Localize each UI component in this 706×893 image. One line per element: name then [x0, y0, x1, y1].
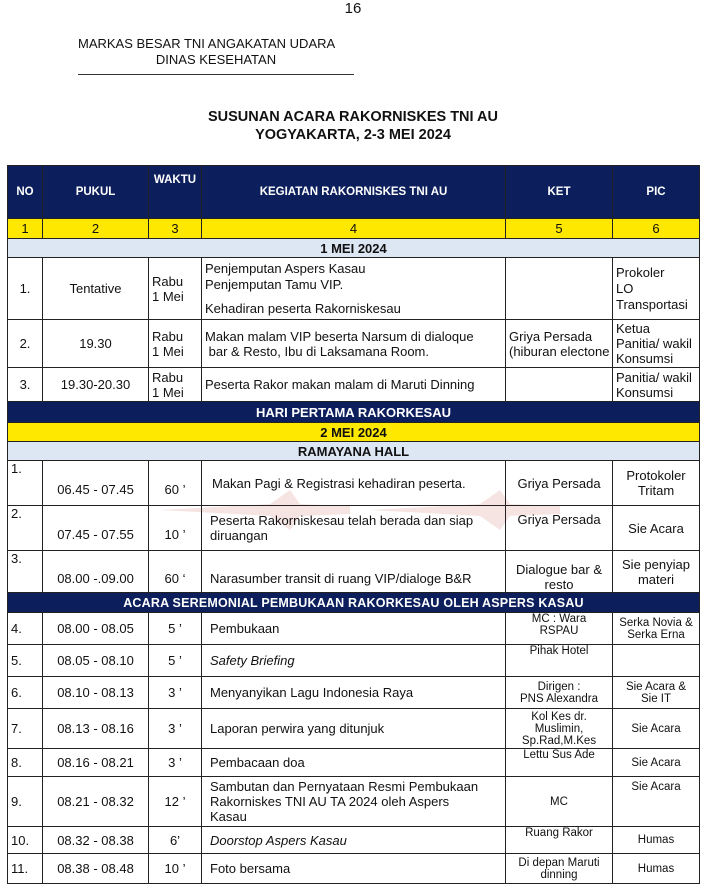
kegiatan-line: Penjemputan Tamu VIP.: [205, 276, 344, 292]
column-number-row: [8, 219, 700, 239]
table-row: [8, 551, 700, 593]
row-pukul: 08.13 - 08.16: [43, 709, 149, 749]
ket-line: Dialogue bar &: [516, 562, 602, 577]
row-pic: [613, 613, 700, 645]
row-pic: [613, 461, 700, 506]
column-number: 5: [506, 219, 613, 239]
row-ket: [506, 613, 613, 645]
pic-line: materi: [637, 571, 675, 587]
pic-line: Transportasi: [616, 296, 688, 312]
table-row: [8, 749, 700, 777]
ket-line: Griya Persada: [509, 328, 593, 344]
row-ket: Griya Persada: [506, 506, 613, 551]
row-pic: Humas: [613, 854, 700, 884]
row-kegiatan: Makan Pagi & Registrasi kehadiran peserta.: [202, 461, 506, 506]
column-header-kegiatan: KEGIATAN RAKORNISKES TNI AU: [202, 166, 506, 219]
row-kegiatan: [202, 827, 506, 854]
row-waktu: 10 ’: [149, 854, 202, 884]
column-number: 4: [202, 219, 506, 239]
row-waktu: 3 ’: [149, 709, 202, 749]
pic-line: Ketua: [616, 321, 650, 336]
kegiatan-line: Rakorniskes TNI AU TA 2024 oleh Aspers: [210, 794, 450, 809]
row-pukul: 19.30: [43, 320, 149, 368]
row-no: 1.: [8, 461, 43, 506]
row-pic: [613, 368, 700, 402]
row-kegiatan: Foto bersama: [202, 854, 506, 884]
table-row: [8, 368, 700, 402]
section-ramayana-hall: RAMAYANA HALL: [8, 442, 700, 461]
pic-line: Protokoler: [626, 468, 686, 483]
row-kegiatan: [202, 777, 506, 827]
row-pukul: Tentative: [43, 258, 149, 320]
row-pukul: 08.00 - 08.05: [43, 613, 149, 645]
row-kegiatan: Safety Briefing: [202, 645, 506, 677]
waktu-day: Rabu: [152, 369, 184, 385]
pic-line: LO: [616, 280, 634, 296]
column-header-pic: PIC: [613, 166, 700, 219]
row-ket: MC: [506, 777, 613, 827]
table-header-row: [8, 166, 700, 219]
kegiatan-line: Penjemputan Aspers Kasau: [205, 260, 366, 276]
org-name-line1: MARKAS BESAR TNI ANGAKATAN UDARA: [78, 36, 336, 51]
row-pic: [613, 551, 700, 593]
section-date-2-mei: 2 MEI 2024: [8, 423, 700, 442]
column-number: 3: [149, 219, 202, 239]
waktu-day: Rabu: [152, 328, 184, 344]
row-pukul: 08.00 -.09.00: [43, 551, 149, 593]
table-row: [8, 258, 700, 320]
pic-line: Tritam: [637, 483, 675, 498]
pic-line: Sie Acara &: [625, 680, 687, 693]
row-kegiatan: [202, 506, 506, 551]
pic-line: Konsumsi: [616, 351, 674, 366]
column-header-no: NO: [8, 166, 43, 219]
table-row: [8, 613, 700, 645]
row-pukul: 08.10 - 08.13: [43, 677, 149, 709]
row-waktu: 60 ’: [149, 461, 202, 506]
pic-line: Serka Erna: [627, 628, 685, 641]
column-header-waktu: WAKTU: [149, 166, 202, 219]
row-kegiatan: Laporan perwira yang ditunjuk: [202, 709, 506, 749]
ket-line: Kol Kes dr.: [531, 710, 587, 723]
row-ket: Pihak Hotel: [506, 645, 613, 677]
ket-line: Sp.Rad,M.Kes: [521, 734, 597, 747]
table-row: [8, 777, 700, 827]
row-ket: [506, 551, 613, 593]
row-pukul: 08.16 - 08.21: [43, 749, 149, 777]
schedule-table: [7, 165, 700, 884]
row-pic: [613, 258, 700, 320]
waktu-date: 1 Mei: [152, 384, 184, 400]
row-waktu: [149, 258, 202, 320]
row-kegiatan: [202, 320, 506, 368]
column-number: 2: [43, 219, 149, 239]
row-waktu: 3 ’: [149, 749, 202, 777]
table-row: [8, 677, 700, 709]
kegiatan-line: Peserta Rakorniskesau telah berada dan siap: [210, 513, 474, 528]
title-line1: SUSUNAN ACARA RAKORNISKES TNI AU: [207, 109, 498, 125]
ket-line: dinning: [540, 868, 578, 881]
pic-line: Prokoler: [616, 264, 665, 280]
row-no: 7.: [8, 709, 43, 749]
kegiatan-line: Makan malam VIP beserta Narsum di dialoque: [205, 328, 474, 344]
row-ket: [506, 368, 613, 402]
row-pic: Sie Acara: [613, 709, 700, 749]
pic-line: Sie penyiap: [622, 556, 690, 572]
row-ket: [506, 677, 613, 709]
row-pukul: 08.38 - 08.48: [43, 854, 149, 884]
section-ceremony: ACARA SEREMONIAL PEMBUKAAN RAKORKESAU OLEH ASPERS KASAU: [8, 593, 700, 613]
row-pic: Sie Acara: [613, 506, 700, 551]
org-name-line2: DINAS KESEHATAN: [155, 52, 277, 67]
row-waktu: 12 ’: [149, 777, 202, 827]
ket-line: resto: [544, 577, 574, 592]
row-pic: [613, 677, 700, 709]
row-waktu: [149, 368, 202, 402]
document-title: [0, 108, 706, 144]
row-no: 3.: [8, 368, 43, 402]
row-kegiatan: [202, 258, 506, 320]
waktu-day: Rabu: [152, 273, 184, 289]
row-pukul: 08.21 - 08.32: [43, 777, 149, 827]
row-no: 8.: [8, 749, 43, 777]
row-pukul: 06.45 - 07.45: [43, 461, 149, 506]
ket-line: Muslimin,: [534, 722, 584, 735]
row-no: 10.: [8, 827, 43, 854]
pic-line: Panitia/ wakil: [616, 336, 692, 351]
row-ket: [506, 854, 613, 884]
column-header-pukul: PUKUL: [43, 166, 149, 219]
pic-line: Sie IT: [640, 692, 672, 705]
section-hari-pertama: HARI PERTAMA RAKORKESAU: [8, 402, 700, 423]
table-row: [8, 320, 700, 368]
row-kegiatan: Pembukaan: [202, 613, 506, 645]
row-ket: [506, 320, 613, 368]
row-no: 1.: [8, 258, 43, 320]
kegiatan-line: Kehadiran peserta Rakorniskesau: [205, 300, 401, 316]
kegiatan-line: diruangan: [210, 528, 268, 543]
row-no: 5.: [8, 645, 43, 677]
row-waktu: [149, 320, 202, 368]
row-no: 9.: [8, 777, 43, 827]
kegiatan-text: Doorstop Aspers Kasau: [210, 832, 347, 848]
ket-line: PNS Alexandra: [520, 692, 598, 705]
table-row: [8, 854, 700, 884]
row-waktu: 5 ’: [149, 645, 202, 677]
row-no: 3.: [8, 551, 43, 593]
row-kegiatan: Pembacaan doa: [202, 749, 506, 777]
row-no: 2.: [8, 320, 43, 368]
row-no: 6.: [8, 677, 43, 709]
column-number: 1: [8, 219, 43, 239]
row-pic: Sie Acara: [613, 777, 700, 827]
column-number: 6: [613, 219, 700, 239]
row-pukul: 08.05 - 08.10: [43, 645, 149, 677]
section-date-1-mei: 1 MEI 2024: [8, 239, 700, 258]
row-pic: Humas: [613, 827, 700, 854]
row-pukul: 07.45 - 07.55: [43, 506, 149, 551]
pic-line: Serka Novia &: [619, 616, 693, 629]
table-row: [8, 461, 700, 506]
kegiatan-line: bar & Resto, Ibu di Laksamana Room.: [205, 343, 430, 359]
row-waktu: 10 ’: [149, 506, 202, 551]
table-row: [8, 645, 700, 677]
title-line2: YOGYAKARTA, 2-3 MEI 2024: [255, 127, 451, 143]
table-row: [8, 709, 700, 749]
row-no: 2.: [8, 506, 43, 551]
row-ket: Ruang Rakor: [506, 827, 613, 854]
row-ket: [506, 709, 613, 749]
pic-line: Panitia/ wakil: [616, 369, 692, 385]
row-kegiatan: Narasumber transit di ruang VIP/dialoge B&R: [202, 551, 506, 593]
row-ket: Griya Persada: [506, 461, 613, 506]
ket-line: Di depan Maruti: [518, 856, 600, 869]
kegiatan-line: Kasau: [210, 809, 247, 824]
row-pic: [613, 320, 700, 368]
row-pukul: 19.30-20.30: [43, 368, 149, 402]
waktu-date: 1 Mei: [152, 343, 184, 359]
ket-line: RSPAU: [539, 625, 579, 637]
row-pukul: 08.32 - 08.38: [43, 827, 149, 854]
ket-line: (hiburan electone: [509, 343, 610, 359]
row-waktu: 60 ‘: [149, 551, 202, 593]
row-waktu: 5 ’: [149, 613, 202, 645]
organization-header: [78, 36, 354, 75]
page-number: 16: [344, 0, 362, 17]
row-kegiatan: Menyanyikan Lagu Indonesia Raya: [202, 677, 506, 709]
row-waktu: 6’: [149, 827, 202, 854]
row-kegiatan: Peserta Rakor makan malam di Maruti Dinning: [202, 368, 506, 402]
row-pic: [613, 645, 700, 677]
row-ket: [506, 258, 613, 320]
pic-line: Konsumsi: [616, 384, 674, 400]
row-no: 11.: [8, 854, 43, 884]
column-header-ket: KET: [506, 166, 613, 219]
row-ket: Lettu Sus Ade: [506, 749, 613, 777]
table-row: [8, 827, 700, 854]
row-waktu: 3 ’: [149, 677, 202, 709]
ket-line: Dirigen :: [537, 680, 581, 693]
ket-line: MC : Wara: [531, 613, 587, 625]
row-no: 4.: [8, 613, 43, 645]
row-pic: Sie Acara: [613, 749, 700, 777]
table-row: [8, 506, 700, 551]
kegiatan-line: Sambutan dan Pernyataan Resmi Pembukaan: [210, 779, 479, 794]
waktu-date: 1 Mei: [152, 288, 184, 304]
